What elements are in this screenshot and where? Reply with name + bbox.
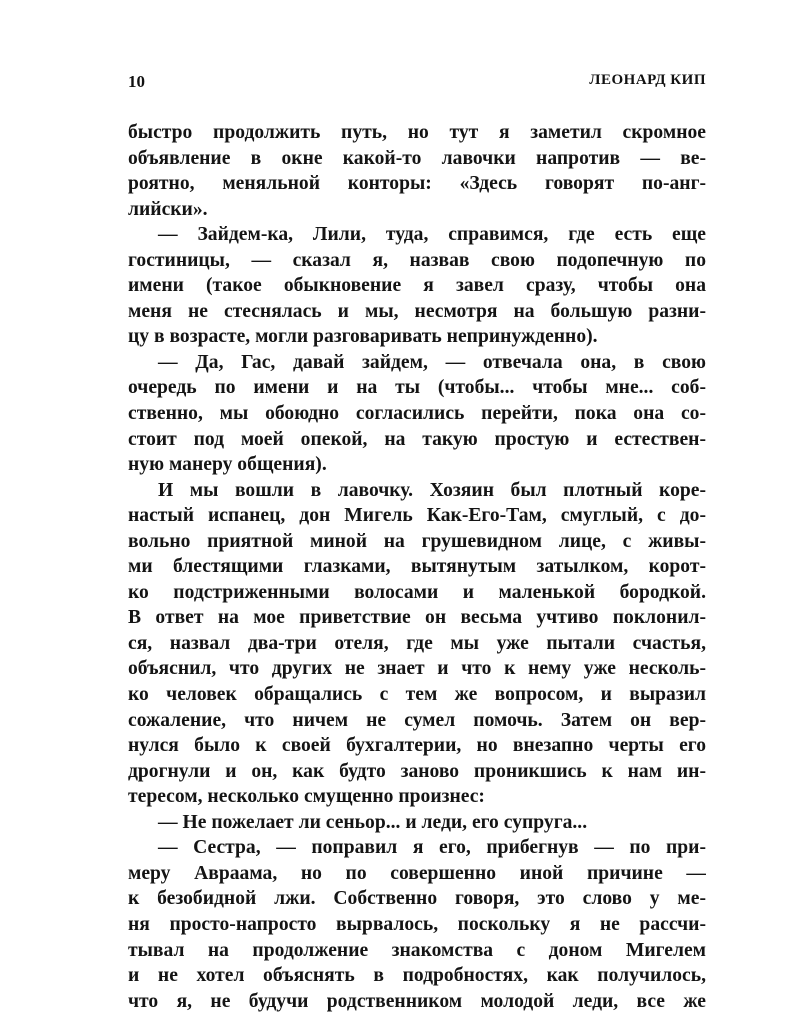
text-line: В ответ на мое приветствие он весьма учтиво поклонил-: [128, 607, 706, 629]
text-line: тересом, несколько смущенно произнес:: [128, 786, 485, 808]
text-line: объяснил, что других не знает и что к нему уже несколь-: [128, 658, 706, 680]
text-line: ня просто-напросто вырвалось, поскольку я не рассчи-: [128, 913, 706, 935]
text-line: сожаление, что ничем не сумел помочь. Затем он вер-: [128, 709, 706, 731]
text-line: быстро продолжить путь, но тут я заметил скромное: [128, 122, 706, 143]
text-line: — Не пожелает ли сеньор... и леди, его супруга...: [158, 811, 588, 833]
text-line: — Да, Гас, давай зайдем, — отвечала она, в свою: [158, 351, 706, 373]
text-line: очередь по имени и на ты (чтобы... чтобы мне... соб-: [128, 377, 706, 399]
text-line: объявление в окне какой-то лавочки напротив — ве-: [128, 147, 706, 169]
text-line: имени (такое обыкновение я завел сразу, чтобы она: [128, 275, 706, 297]
text-line: меня не стеснялась и мы, несмотря на большую разни-: [128, 300, 706, 322]
text-line: ственно, мы обоюдно согласились перейти, пока она со-: [128, 403, 706, 425]
text-line: ную манеру общения).: [128, 454, 327, 476]
text-line: лийски».: [128, 198, 208, 220]
text-line: ми блестящими глазками, вытянутым затылком, корот-: [128, 556, 706, 578]
page-number: 10: [128, 72, 145, 91]
text-line: гостиницы, — сказал я, назвав свою подопечную по: [128, 249, 706, 271]
text-line: что я, не будучи родственником молодой леди, все же: [128, 990, 706, 1012]
text-line: стоит под моей опекой, на такую простую и естествен-: [128, 428, 706, 450]
text-line: и не хотел объяснять в подробностях, как получилось,: [128, 965, 706, 987]
text-line: дрогнули и он, как будто заново проникшись к нам ин-: [128, 760, 706, 782]
text-line: ко человек обращались с тем же вопросом, и выразил: [128, 684, 706, 706]
body-text: [128, 120, 706, 1014]
text-line: — Сестра, — поправил я его, прибегнув — по при-: [158, 837, 706, 859]
text-line: вольно приятной миной на грушевидном лице, с живы-: [128, 530, 706, 552]
text-line: И мы вошли в лавочку. Хозяин был плотный коре-: [158, 479, 706, 501]
text-line: ся, назвал два-три отеля, где мы уже пытали счастья,: [128, 632, 706, 654]
text-line: роятно, меняльной конторы: «Здесь говорят по-анг-: [128, 173, 706, 195]
text-line: к безобидной лжи. Собственно говоря, это слово у ме-: [128, 888, 706, 910]
text-line: настый испанец, дон Мигель Как-Его-Там, смуглый, с до-: [128, 505, 706, 527]
running-header-author: ЛЕОНАРД КИП: [589, 72, 706, 88]
running-header: [128, 72, 706, 94]
text-line: цу в возрасте, могли разговаривать непринужденно).: [128, 326, 598, 348]
text-line: нулся было к своей бухгалтерии, но внезапно черты его: [128, 735, 706, 757]
text-line: — Зайдем-ка, Лили, туда, справимся, где есть еще: [158, 224, 706, 246]
text-line: тывал на продолжение знакомства с доном Мигелем: [128, 939, 706, 961]
text-line: ко подстриженными волосами и маленькой бородкой.: [128, 581, 706, 603]
text-line: меру Авраама, но по совершенно иной причине —: [128, 862, 706, 884]
